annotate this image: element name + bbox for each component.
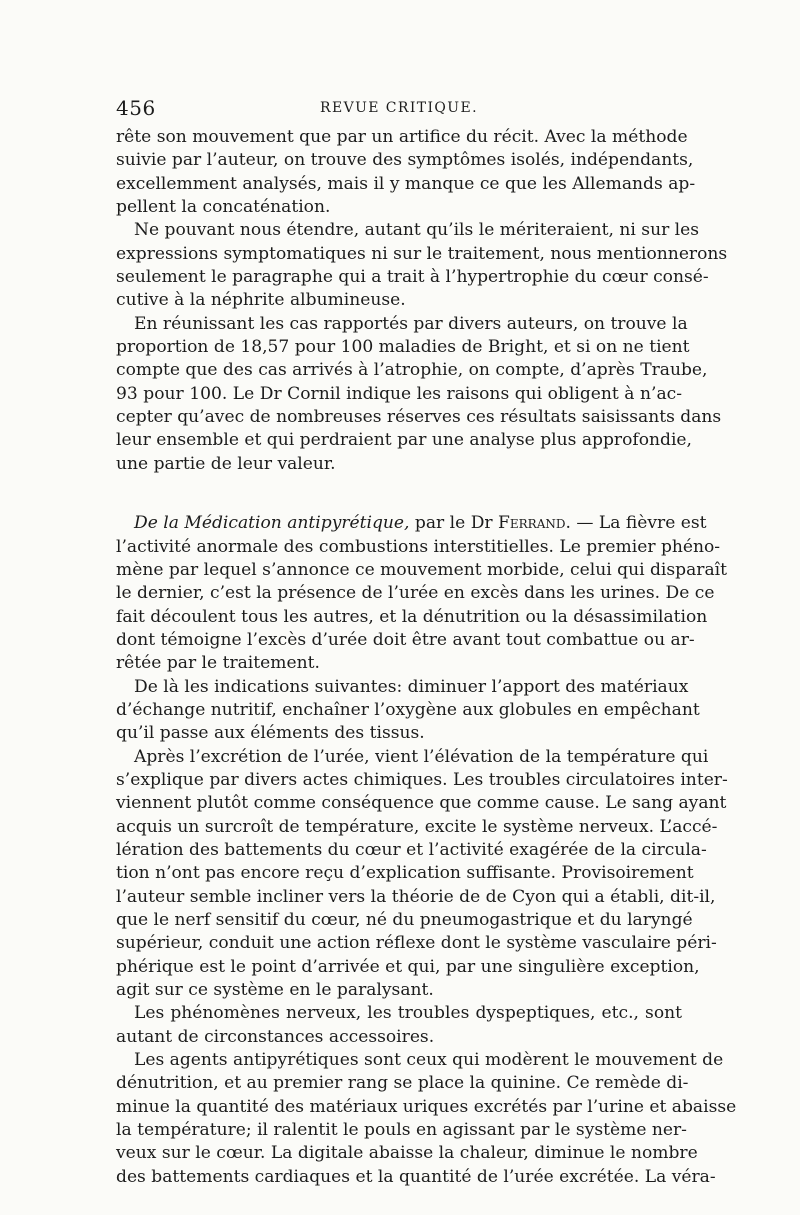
heading-author: Ferrand. <box>498 513 571 534</box>
text-line: proportion de 18,57 pour 100 maladies de Bright, et si on ne tient <box>116 337 690 358</box>
text-line: suivie par l’auteur, on trouve des symptômes isolés, indépendants, <box>116 150 694 171</box>
text-line: phérique est le point d’arrivée et qui, par une singulière exception, <box>116 956 700 977</box>
text-line: fait découlent tous les autres, et la dénutrition ou la désassimilation <box>116 606 708 627</box>
text-line: dont témoigne l’excès d’urée doit être avant tout combattue ou ar- <box>116 629 695 650</box>
text-line: cutive à la néphrite albumineuse. <box>116 290 406 311</box>
text-line: excellemment analysés, mais il y manque ce que les Allemands ap- <box>116 173 696 194</box>
text-line: De là les indications suivantes: diminuer l’apport des matériaux <box>134 676 689 697</box>
text-line: acquis un surcroît de température, excite le système nerveux. L’accé- <box>116 816 718 837</box>
text-line: une partie de leur valeur. <box>116 453 336 474</box>
text-line: autant de circonstances accessoires. <box>116 1026 435 1047</box>
text-line: compte que des cas arrivés à l’atrophie, on compte, d’après Traube, <box>116 360 708 381</box>
text-line: Les agents antipyrétiques sont ceux qui modèrent le mouvement de <box>134 1050 724 1071</box>
section-gap <box>116 476 682 512</box>
text-line: 93 pour 100. Le Dr Cornil indique les raisons qui obligent à n’ac- <box>116 383 682 404</box>
page-header <box>116 96 682 124</box>
text-line: tion n’ont pas encore reçu d’explication suffisante. Provisoirement <box>116 863 694 884</box>
heading-title: De la Médication antipyrétique, <box>134 513 410 534</box>
text-line: des battements cardiaques et la quantité de l’urée excrétée. La véra- <box>116 1166 716 1187</box>
text-line: minue la quantité des matériaux uriques excrétés par l’urine et abaisse <box>116 1096 737 1117</box>
text-line: Ne pouvant nous étendre, autant qu’ils le mériteraient, ni sur les <box>134 220 700 241</box>
text-line: Après l’excrétion de l’urée, vient l’élévation de la température qui <box>134 746 709 767</box>
text-line: mène par lequel s’annonce ce mouvement morbide, celui qui disparaît <box>116 559 727 580</box>
text-line: l’activité anormale des combustions interstitielles. Le premier phéno- <box>116 536 721 557</box>
text-line: agit sur ce système en le paralysant. <box>116 980 434 1001</box>
text-line: veux sur le cœur. La digitale abaisse la chaleur, diminue le nombre <box>116 1143 698 1164</box>
heading-by: par le <box>414 513 466 534</box>
text-line: qu’il passe aux éléments des tissus. <box>116 723 425 744</box>
text-line: supérieur, conduit une action réflexe dont le système vasculaire péri- <box>116 933 717 954</box>
text-line: l’auteur semble incliner vers la théorie de de Cyon qui a établi, dit-il, <box>116 886 716 907</box>
text-line: lération des battements du cœur et l’activité exagérée de la circula- <box>116 839 707 860</box>
text-line: d’échange nutritif, enchaîner l’oxygène aux globules en empêchant <box>116 699 700 720</box>
heading-doctor: Dr <box>470 513 493 534</box>
text-line: que le nerf sensitif du cœur, né du pneumogastrique et du laryngé <box>116 910 693 930</box>
text-line: leur ensemble et qui perdraient par une analyse plus approfondie, <box>116 430 692 451</box>
section-heading <box>116 512 707 535</box>
text-line: cepter qu’avec de nombreuses réserves ces résultats saisissants dans <box>116 407 722 428</box>
body-text <box>116 126 737 1189</box>
text-line: En réunissant les cas rapportés par divers auteurs, on trouve la <box>134 313 688 334</box>
text-line: seulement le paragraphe qui a trait à l’hypertrophie du cœur consé- <box>116 267 709 288</box>
text-line: s’explique par divers actes chimiques. Les troubles circulatoires inter- <box>116 769 728 790</box>
text-line: pellent la concaténation. <box>116 197 331 218</box>
running-title: REVUE CRITIQUE. <box>320 100 478 116</box>
text-line: expressions symptomatiques ni sur le traitement, nous mentionnerons <box>116 243 728 264</box>
heading-rest: — La fièvre est <box>576 513 707 534</box>
text-line: le dernier, c’est la présence de l’urée en excès dans les urines. De ce <box>116 583 715 604</box>
text-line: rête son mouvement que par un artifice du récit. Avec la méthode <box>116 127 688 147</box>
text-line: viennent plutôt comme conséquence que comme cause. Le sang ayant <box>116 793 727 814</box>
page-number: 456 <box>116 96 156 120</box>
text-line: rêtée par le traitement. <box>116 653 320 674</box>
text-line: dénutrition, et au premier rang se place la quinine. Ce remède di- <box>116 1073 689 1094</box>
text-line: Les phénomènes nerveux, les troubles dyspeptiques, etc., sont <box>134 1003 682 1024</box>
text-line: la température; il ralentit le pouls en agissant par le système ner- <box>116 1120 687 1141</box>
